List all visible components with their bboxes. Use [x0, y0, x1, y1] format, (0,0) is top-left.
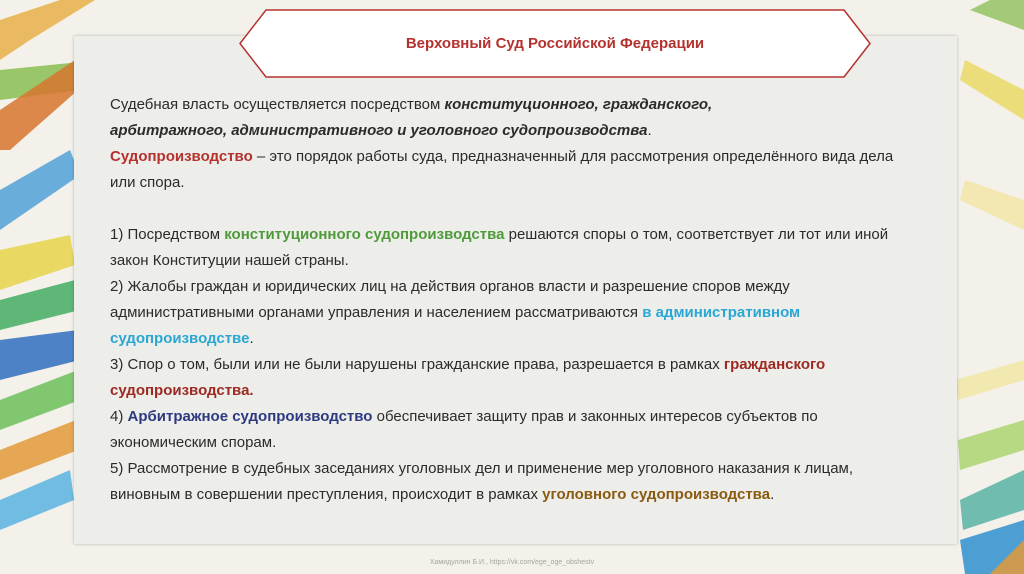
page-title: Верховный Суд Российской Федерации — [405, 35, 705, 52]
list-item-text: 5) Рассмотрение в судебных заседаниях уголовных дел и применение мер уголовного наказания к лицам, виновным в совершении преступления, происходит в рамках — [110, 460, 854, 503]
intro-emphasis-2: арбитражного, административного и уголовного судопроизводства — [110, 122, 648, 139]
intro-text: Судебная власть осуществляется посредством — [110, 96, 445, 113]
list-item-text: обеспечивает защиту прав и законных интересов субъектов по экономическим спорам. — [110, 408, 818, 451]
intro-paragraph-2 — [110, 144, 910, 196]
list-item-1 — [110, 222, 910, 274]
list-item-text: . — [770, 486, 775, 503]
list-item-text: решаются споры о том, соответствует ли тот или иной закон Конституции нашей страны. — [110, 226, 889, 269]
list-item-text: 3) Спор о том, были или не были нарушены гражданские права, разрешается в рамках — [110, 356, 724, 373]
intro-paragraph-1 — [110, 92, 910, 144]
list-item-3 — [110, 352, 910, 404]
list-item-text: . — [249, 330, 254, 347]
term-sudoproizvodstvo: Судопроизводство — [110, 148, 253, 165]
term-criminal: уголовного судопроизводства — [542, 486, 771, 503]
main-text — [110, 92, 910, 508]
term-administrative: в административном судопроизводстве — [110, 304, 801, 347]
list-item-4 — [110, 404, 910, 456]
term-arbitration: Арбитражное судопроизводство — [127, 408, 373, 425]
term-constitutional: конституционного судопроизводства — [224, 226, 505, 243]
intro-emphasis-1: конституционного, гражданского, — [444, 96, 713, 113]
list-item-text: 4) — [110, 408, 128, 425]
list-item-5 — [110, 456, 910, 508]
intro-period: . — [647, 122, 652, 139]
title-banner — [238, 8, 872, 79]
list-item-text: 2) Жалобы граждан и юридических лиц на действия органов власти и разрешение споров между административными органами управления и населением рассматриваются — [110, 278, 790, 321]
term-civil: гражданского судопроизводства. — [110, 356, 826, 399]
spacer — [110, 196, 910, 222]
footer-credit: Хамидуллин Б.И., https://vk.com/ege_oge_obshestv — [429, 559, 595, 566]
list-item-2 — [110, 274, 910, 352]
list-item-text: 1) Посредством — [110, 226, 225, 243]
definition-text: – это порядок работы суда, предназначенный для рассмотрения определённого вида дела или спора. — [110, 148, 894, 191]
